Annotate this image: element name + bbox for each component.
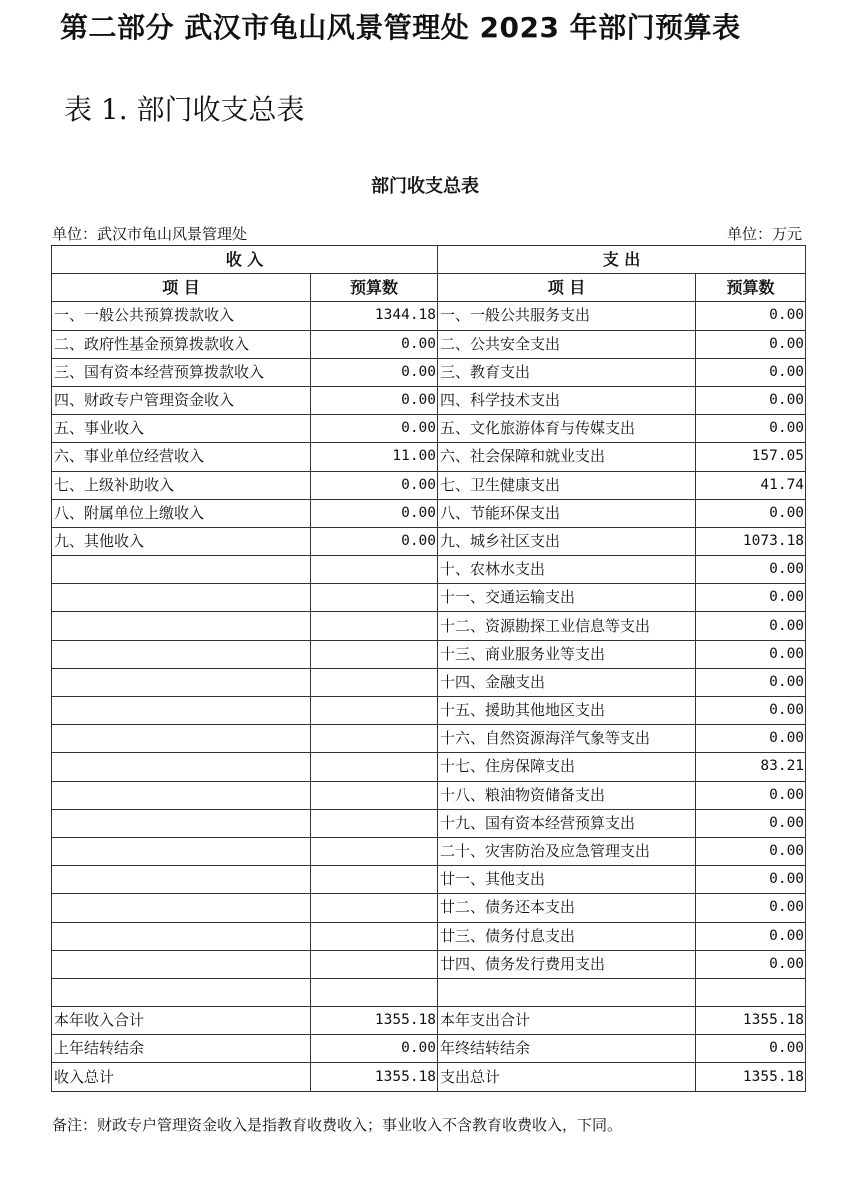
expense-item-label: 廿四、债务发行费用支出	[438, 950, 696, 978]
expense-budget-value: 0.00	[696, 837, 806, 865]
expense-item-label: 十四、金融支出	[438, 668, 696, 696]
table-row	[52, 471, 806, 499]
expense-budget-value: 157.05	[696, 443, 806, 471]
expense-header: 支 出	[438, 246, 806, 274]
table-row	[52, 612, 806, 640]
income-item-label: 收入总计	[52, 1063, 311, 1091]
budget-table	[51, 245, 806, 1092]
table-row	[52, 894, 806, 922]
expense-item-label: 十六、自然资源海洋气象等支出	[438, 725, 696, 753]
expense-item-label: 廿三、债务付息支出	[438, 922, 696, 950]
column-header-row	[52, 274, 806, 302]
table-row	[52, 443, 806, 471]
expense-item-label: 十二、资源勘探工业信息等支出	[438, 612, 696, 640]
income-item-label: 九、其他收入	[52, 527, 311, 555]
income-budget-value	[311, 640, 438, 668]
expense-budget-value: 0.00	[696, 640, 806, 668]
income-item-label: 三、国有资本经营预算拨款收入	[52, 358, 311, 386]
expense-budget-value: 0.00	[696, 950, 806, 978]
income-item-label	[52, 978, 311, 1006]
table-row	[52, 1007, 806, 1035]
table-row	[52, 753, 806, 781]
table-row	[52, 809, 806, 837]
expense-item-label: 本年支出合计	[438, 1007, 696, 1035]
expense-budget-value: 41.74	[696, 471, 806, 499]
income-budget-value: 1355.18	[311, 1063, 438, 1091]
expense-item-label: 二十、灾害防治及应急管理支出	[438, 837, 696, 865]
income-budget-value: 0.00	[311, 1035, 438, 1063]
income-budget-value	[311, 837, 438, 865]
table-row	[52, 527, 806, 555]
income-item-label: 七、上级补助收入	[52, 471, 311, 499]
sub-title: 表 1. 部门收支总表	[64, 93, 305, 126]
table-title: 部门收支总表	[371, 176, 479, 197]
expense-item-label: 五、文化旅游体育与传媒支出	[438, 415, 696, 443]
table-row	[52, 978, 806, 1006]
income-item-label	[52, 556, 311, 584]
income-budget-value: 0.00	[311, 527, 438, 555]
income-budget-value	[311, 781, 438, 809]
expense-budget-value: 0.00	[696, 866, 806, 894]
income-budget-value	[311, 950, 438, 978]
income-budget-value	[311, 725, 438, 753]
income-item-label: 八、附属单位上缴收入	[52, 499, 311, 527]
income-item-label: 二、政府性基金预算拨款收入	[52, 330, 311, 358]
expense-budget-value: 0.00	[696, 386, 806, 414]
table-row	[52, 302, 806, 330]
expense-item-label: 八、节能环保支出	[438, 499, 696, 527]
income-item-label	[52, 640, 311, 668]
part-title: 第二部分 武汉市龟山风景管理处 2023 年部门预算表	[60, 11, 741, 44]
expense-budget-value: 0.00	[696, 781, 806, 809]
expense-item-label: 廿二、债务还本支出	[438, 894, 696, 922]
expense-item-label: 三、教育支出	[438, 358, 696, 386]
expense-budget-value: 0.00	[696, 894, 806, 922]
expense-item-label: 十八、粮油物资储备支出	[438, 781, 696, 809]
income-budget-value	[311, 697, 438, 725]
table-row	[52, 584, 806, 612]
expense-budget-value: 0.00	[696, 922, 806, 950]
income-budget-value	[311, 894, 438, 922]
income-item-label	[52, 894, 311, 922]
expense-item-label: 十七、住房保障支出	[438, 753, 696, 781]
footnote: 备注：财政专户管理资金收入是指教育收费收入；事业收入不含教育收费收入，下同。	[52, 1116, 623, 1134]
income-budget-value	[311, 668, 438, 696]
expense-budget-value: 0.00	[696, 330, 806, 358]
expense-budget-value: 0.00	[696, 415, 806, 443]
income-budget-value: 1344.18	[311, 302, 438, 330]
income-item-label: 一、一般公共预算拨款收入	[52, 302, 311, 330]
expense-budget-value: 0.00	[696, 358, 806, 386]
table-row	[52, 415, 806, 443]
table-row	[52, 781, 806, 809]
expense-budget-value: 83.21	[696, 753, 806, 781]
income-budget-value	[311, 556, 438, 584]
income-item-label	[52, 866, 311, 894]
table-row	[52, 697, 806, 725]
income-item-label	[52, 922, 311, 950]
income-item-label	[52, 612, 311, 640]
income-budget-value: 1355.18	[311, 1007, 438, 1035]
income-item-label	[52, 837, 311, 865]
table-row	[52, 725, 806, 753]
expense-budget-value: 0.00	[696, 725, 806, 753]
expense-item-label: 十九、国有资本经营预算支出	[438, 809, 696, 837]
expense-item-label	[438, 978, 696, 1006]
table-row	[52, 837, 806, 865]
expense-budget-value: 1073.18	[696, 527, 806, 555]
income-item-label	[52, 697, 311, 725]
income-budget-header: 预算数	[311, 274, 438, 302]
income-header: 收 入	[52, 246, 438, 274]
income-budget-value	[311, 809, 438, 837]
unit-currency: 单位：万元	[726, 225, 802, 243]
expense-item-label: 十、农林水支出	[438, 556, 696, 584]
expense-budget-value: 0.00	[696, 584, 806, 612]
expense-budget-value: 1355.18	[696, 1063, 806, 1091]
table-row	[52, 386, 806, 414]
income-budget-value: 0.00	[311, 330, 438, 358]
expense-item-label: 年终结转结余	[438, 1035, 696, 1063]
expense-item-label: 四、科学技术支出	[438, 386, 696, 414]
section-header-row	[52, 246, 806, 274]
expense-budget-value: 1355.18	[696, 1007, 806, 1035]
table-row	[52, 922, 806, 950]
expense-budget-value: 0.00	[696, 302, 806, 330]
income-item-label	[52, 753, 311, 781]
expense-item-label: 十三、商业服务业等支出	[438, 640, 696, 668]
expense-item-label: 十五、援助其他地区支出	[438, 697, 696, 725]
income-budget-value	[311, 584, 438, 612]
expense-budget-value: 0.00	[696, 809, 806, 837]
income-budget-value: 0.00	[311, 358, 438, 386]
expense-item-label: 廿一、其他支出	[438, 866, 696, 894]
expense-item-label: 六、社会保障和就业支出	[438, 443, 696, 471]
expense-budget-value: 0.00	[696, 697, 806, 725]
income-budget-value	[311, 922, 438, 950]
income-budget-value: 11.00	[311, 443, 438, 471]
income-item-label	[52, 584, 311, 612]
income-item-label: 四、财政专户管理资金收入	[52, 386, 311, 414]
expense-budget-value: 0.00	[696, 668, 806, 696]
income-item-label	[52, 725, 311, 753]
expense-item-header: 项 目	[438, 274, 696, 302]
income-item-label: 上年结转结余	[52, 1035, 311, 1063]
table-row	[52, 640, 806, 668]
income-budget-value: 0.00	[311, 471, 438, 499]
income-item-label	[52, 668, 311, 696]
income-budget-value	[311, 866, 438, 894]
income-budget-value: 0.00	[311, 415, 438, 443]
income-item-label: 六、事业单位经营收入	[52, 443, 311, 471]
income-item-label: 本年收入合计	[52, 1007, 311, 1035]
income-item-label	[52, 950, 311, 978]
table-row	[52, 1063, 806, 1091]
expense-budget-value	[696, 978, 806, 1006]
table-row	[52, 866, 806, 894]
expense-item-label: 十一、交通运输支出	[438, 584, 696, 612]
table-row	[52, 1035, 806, 1063]
table-row	[52, 358, 806, 386]
table-row	[52, 499, 806, 527]
expense-budget-value: 0.00	[696, 612, 806, 640]
income-budget-value	[311, 753, 438, 781]
income-budget-value: 0.00	[311, 386, 438, 414]
table-row	[52, 668, 806, 696]
expense-item-label: 九、城乡社区支出	[438, 527, 696, 555]
income-budget-value: 0.00	[311, 499, 438, 527]
expense-item-label: 一、一般公共服务支出	[438, 302, 696, 330]
table-row	[52, 330, 806, 358]
table-row	[52, 950, 806, 978]
expense-budget-value: 0.00	[696, 499, 806, 527]
income-item-label	[52, 781, 311, 809]
income-budget-value	[311, 978, 438, 1006]
income-budget-value	[311, 612, 438, 640]
expense-budget-header: 预算数	[696, 274, 806, 302]
expense-item-label: 二、公共安全支出	[438, 330, 696, 358]
expense-item-label: 支出总计	[438, 1063, 696, 1091]
expense-item-label: 七、卫生健康支出	[438, 471, 696, 499]
income-item-label: 五、事业收入	[52, 415, 311, 443]
expense-budget-value: 0.00	[696, 1035, 806, 1063]
income-item-label	[52, 809, 311, 837]
table-row	[52, 556, 806, 584]
income-item-header: 项 目	[52, 274, 311, 302]
unit-organization: 单位：武汉市龟山风景管理处	[52, 225, 248, 243]
expense-budget-value: 0.00	[696, 556, 806, 584]
